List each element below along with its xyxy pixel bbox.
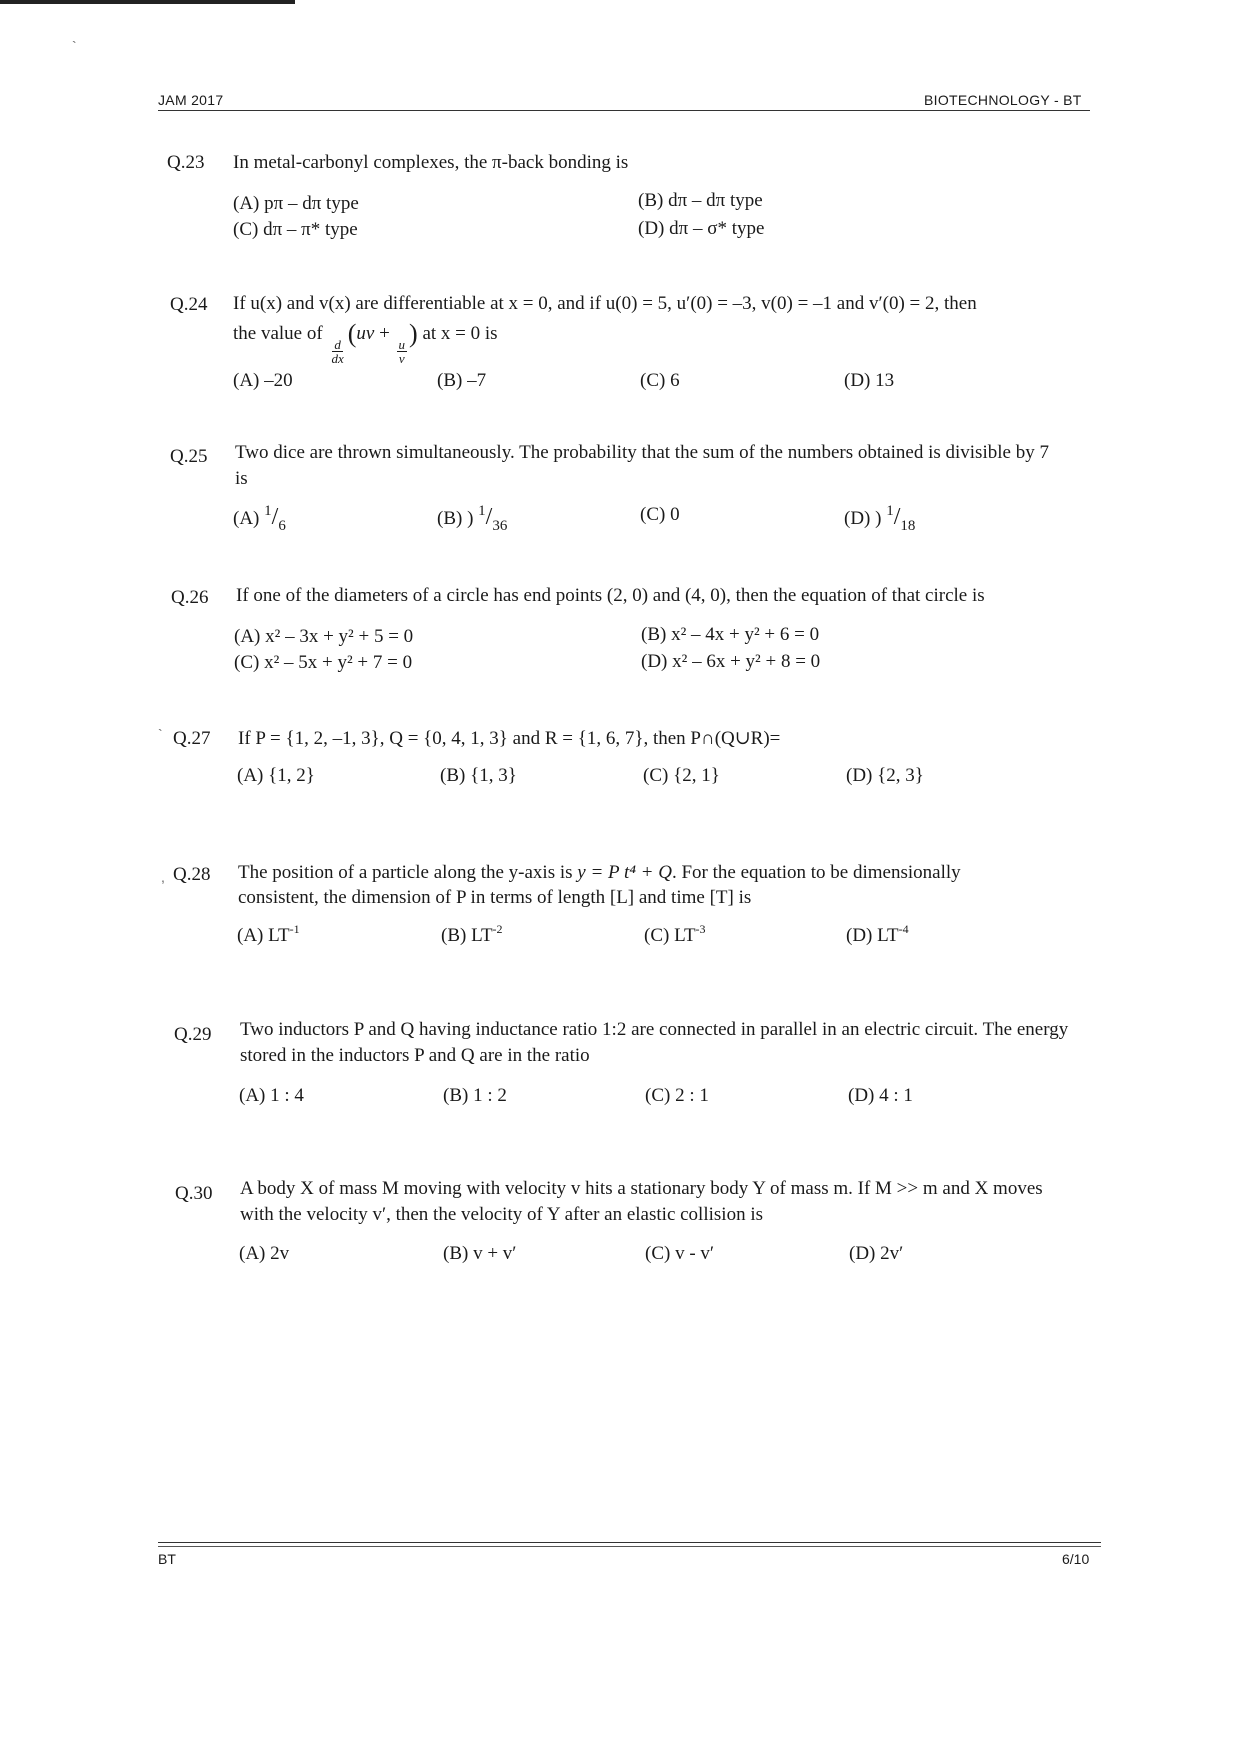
option-c: (C) x² – 5x + y² + 7 = 0	[234, 652, 413, 673]
option-d: (D) 13	[844, 370, 895, 391]
option-c: (C) dπ – π* type	[233, 219, 358, 240]
option-b: (B) $LT^{-2}$	[441, 922, 503, 946]
question-text-tail: . For the equation to be dimensionally	[671, 862, 961, 883]
option-label: (A)	[233, 508, 260, 529]
question-text: If P = {1, 2, –1, 3}, Q = {0, 4, 1, 3} and R = {1, 6, 7}, then P∩(Q∪R)=	[238, 728, 781, 749]
option-b: (B) {1, 3}	[440, 765, 517, 786]
question-number: Q.23	[167, 152, 205, 173]
option-d: (D) $LT^{-4}$	[846, 922, 909, 946]
question-text: Two inductors P and Q having inductance ratio 1:2 are connected in parallel in an electric circuit. The energy stored in the inductors P and Q are in the ratio	[240, 1019, 1069, 1066]
option-c: (C) $LT^{-3}$	[644, 922, 706, 946]
question-number: Q.26	[171, 587, 209, 608]
header-paper-code: BIOTECHNOLOGY - BT	[924, 92, 1082, 108]
header-rule	[158, 110, 1090, 111]
footer-paper-code: BT	[158, 1551, 176, 1567]
fraction-one-sixth: $^1/_6$	[264, 503, 286, 534]
fraction-one-thirtysixth: $^1/_{36}$	[478, 503, 508, 534]
option-a: (A) {1, 2}	[237, 765, 315, 786]
derivative-operator: $\frac{d}{dx}$	[331, 337, 344, 366]
question-text-lead: the value of	[233, 323, 323, 344]
question-text: Two dice are thrown simultaneously. The probability that the sum of the numbers obtained is divisible by 7 is	[235, 442, 1049, 489]
option-c: (C) v - v′	[645, 1243, 715, 1264]
fraction-one-eighteenth: $^1/_{18}$	[886, 503, 916, 534]
option-a	[233, 503, 286, 535]
scan-edge-mark	[0, 0, 295, 4]
option-b: (B) x² – 4x + y² + 6 = 0	[641, 624, 820, 645]
option-d: (D) 2v′	[849, 1243, 904, 1264]
option-a: (A) x² – 3x + y² + 5 = 0	[234, 626, 414, 647]
question-text-tail: at x = 0 is	[422, 323, 498, 344]
option-a: (A) –20	[233, 370, 293, 391]
position-equation: y = P t⁴ + Q	[577, 862, 672, 883]
option-c: (C) {2, 1}	[643, 765, 720, 786]
option-c: (C) 2 : 1	[645, 1085, 709, 1106]
option-b: (B) 1 : 2	[443, 1085, 507, 1106]
option-d: (D) dπ – σ* type	[638, 218, 765, 239]
option-d: (D) x² – 6x + y² + 8 = 0	[641, 651, 821, 672]
option-a: (A) 2v	[239, 1243, 290, 1264]
question-text-line2: the value of $\frac{d}{dx}$ (uv + $\frac{u}{v}$ ) at x = 0 is	[233, 319, 498, 366]
question-number: Q.25	[170, 446, 208, 467]
header-exam-title: JAM 2017	[158, 92, 224, 108]
option-a: (A) $LT^{-1}$	[237, 922, 300, 946]
question-number: Q.30	[175, 1183, 213, 1204]
question-number: Q.28	[173, 864, 211, 885]
option-c: (C) 6	[640, 370, 680, 391]
option-label: (B) )	[437, 508, 474, 529]
footer-rule	[158, 1542, 1101, 1543]
question-text-line1	[238, 862, 961, 884]
option-b	[437, 503, 507, 535]
question-text: If one of the diameters of a circle has end points (2, 0) and (4, 0), then the equation of that circle is	[236, 585, 985, 606]
option-label: (D) )	[844, 508, 882, 529]
question-number: Q.27	[173, 728, 211, 749]
question-text: In metal-carbonyl complexes, the π-back bonding is	[233, 152, 629, 173]
footer-rule	[158, 1546, 1101, 1547]
question-text-lead: The position of a particle along the y-axis is	[238, 862, 573, 883]
option-d	[844, 503, 915, 535]
option-b: (B) v + v′	[443, 1243, 517, 1264]
option-a: (A) pπ – dπ type	[233, 193, 359, 214]
option-b: (B) –7	[437, 370, 487, 391]
question-number: Q.29	[174, 1024, 212, 1045]
question-number: Q.24	[170, 294, 208, 315]
option-d: (D) 4 : 1	[848, 1085, 913, 1106]
question-text: A body X of mass M moving with velocity v hits a stationary body Y of mass m. If M >> m and X moves with the velocity v′, then the velocity of Y after an elastic collision is	[240, 1178, 1043, 1225]
footer-page-number: 6/10	[1062, 1551, 1090, 1567]
scan-speck: `	[72, 38, 77, 54]
option-a: (A) 1 : 4	[239, 1085, 304, 1106]
option-c: (C) 0	[640, 504, 680, 525]
question-text-line1: If u(x) and v(x) are differentiable at x = 0, and if u(0) = 5, u′(0) = –3, v(0) = –1 and v′(0) = 2, then	[233, 293, 977, 314]
question-text-line2: consistent, the dimension of P in terms of length [L] and time [T] is	[238, 887, 752, 908]
scan-speck: `	[158, 726, 163, 742]
option-b: (B) dπ – dπ type	[638, 190, 763, 211]
fraction-u-over-v: $\frac{u}{v}$	[398, 337, 406, 366]
option-d: (D) {2, 3}	[846, 765, 924, 786]
scan-speck: ,	[161, 869, 165, 885]
